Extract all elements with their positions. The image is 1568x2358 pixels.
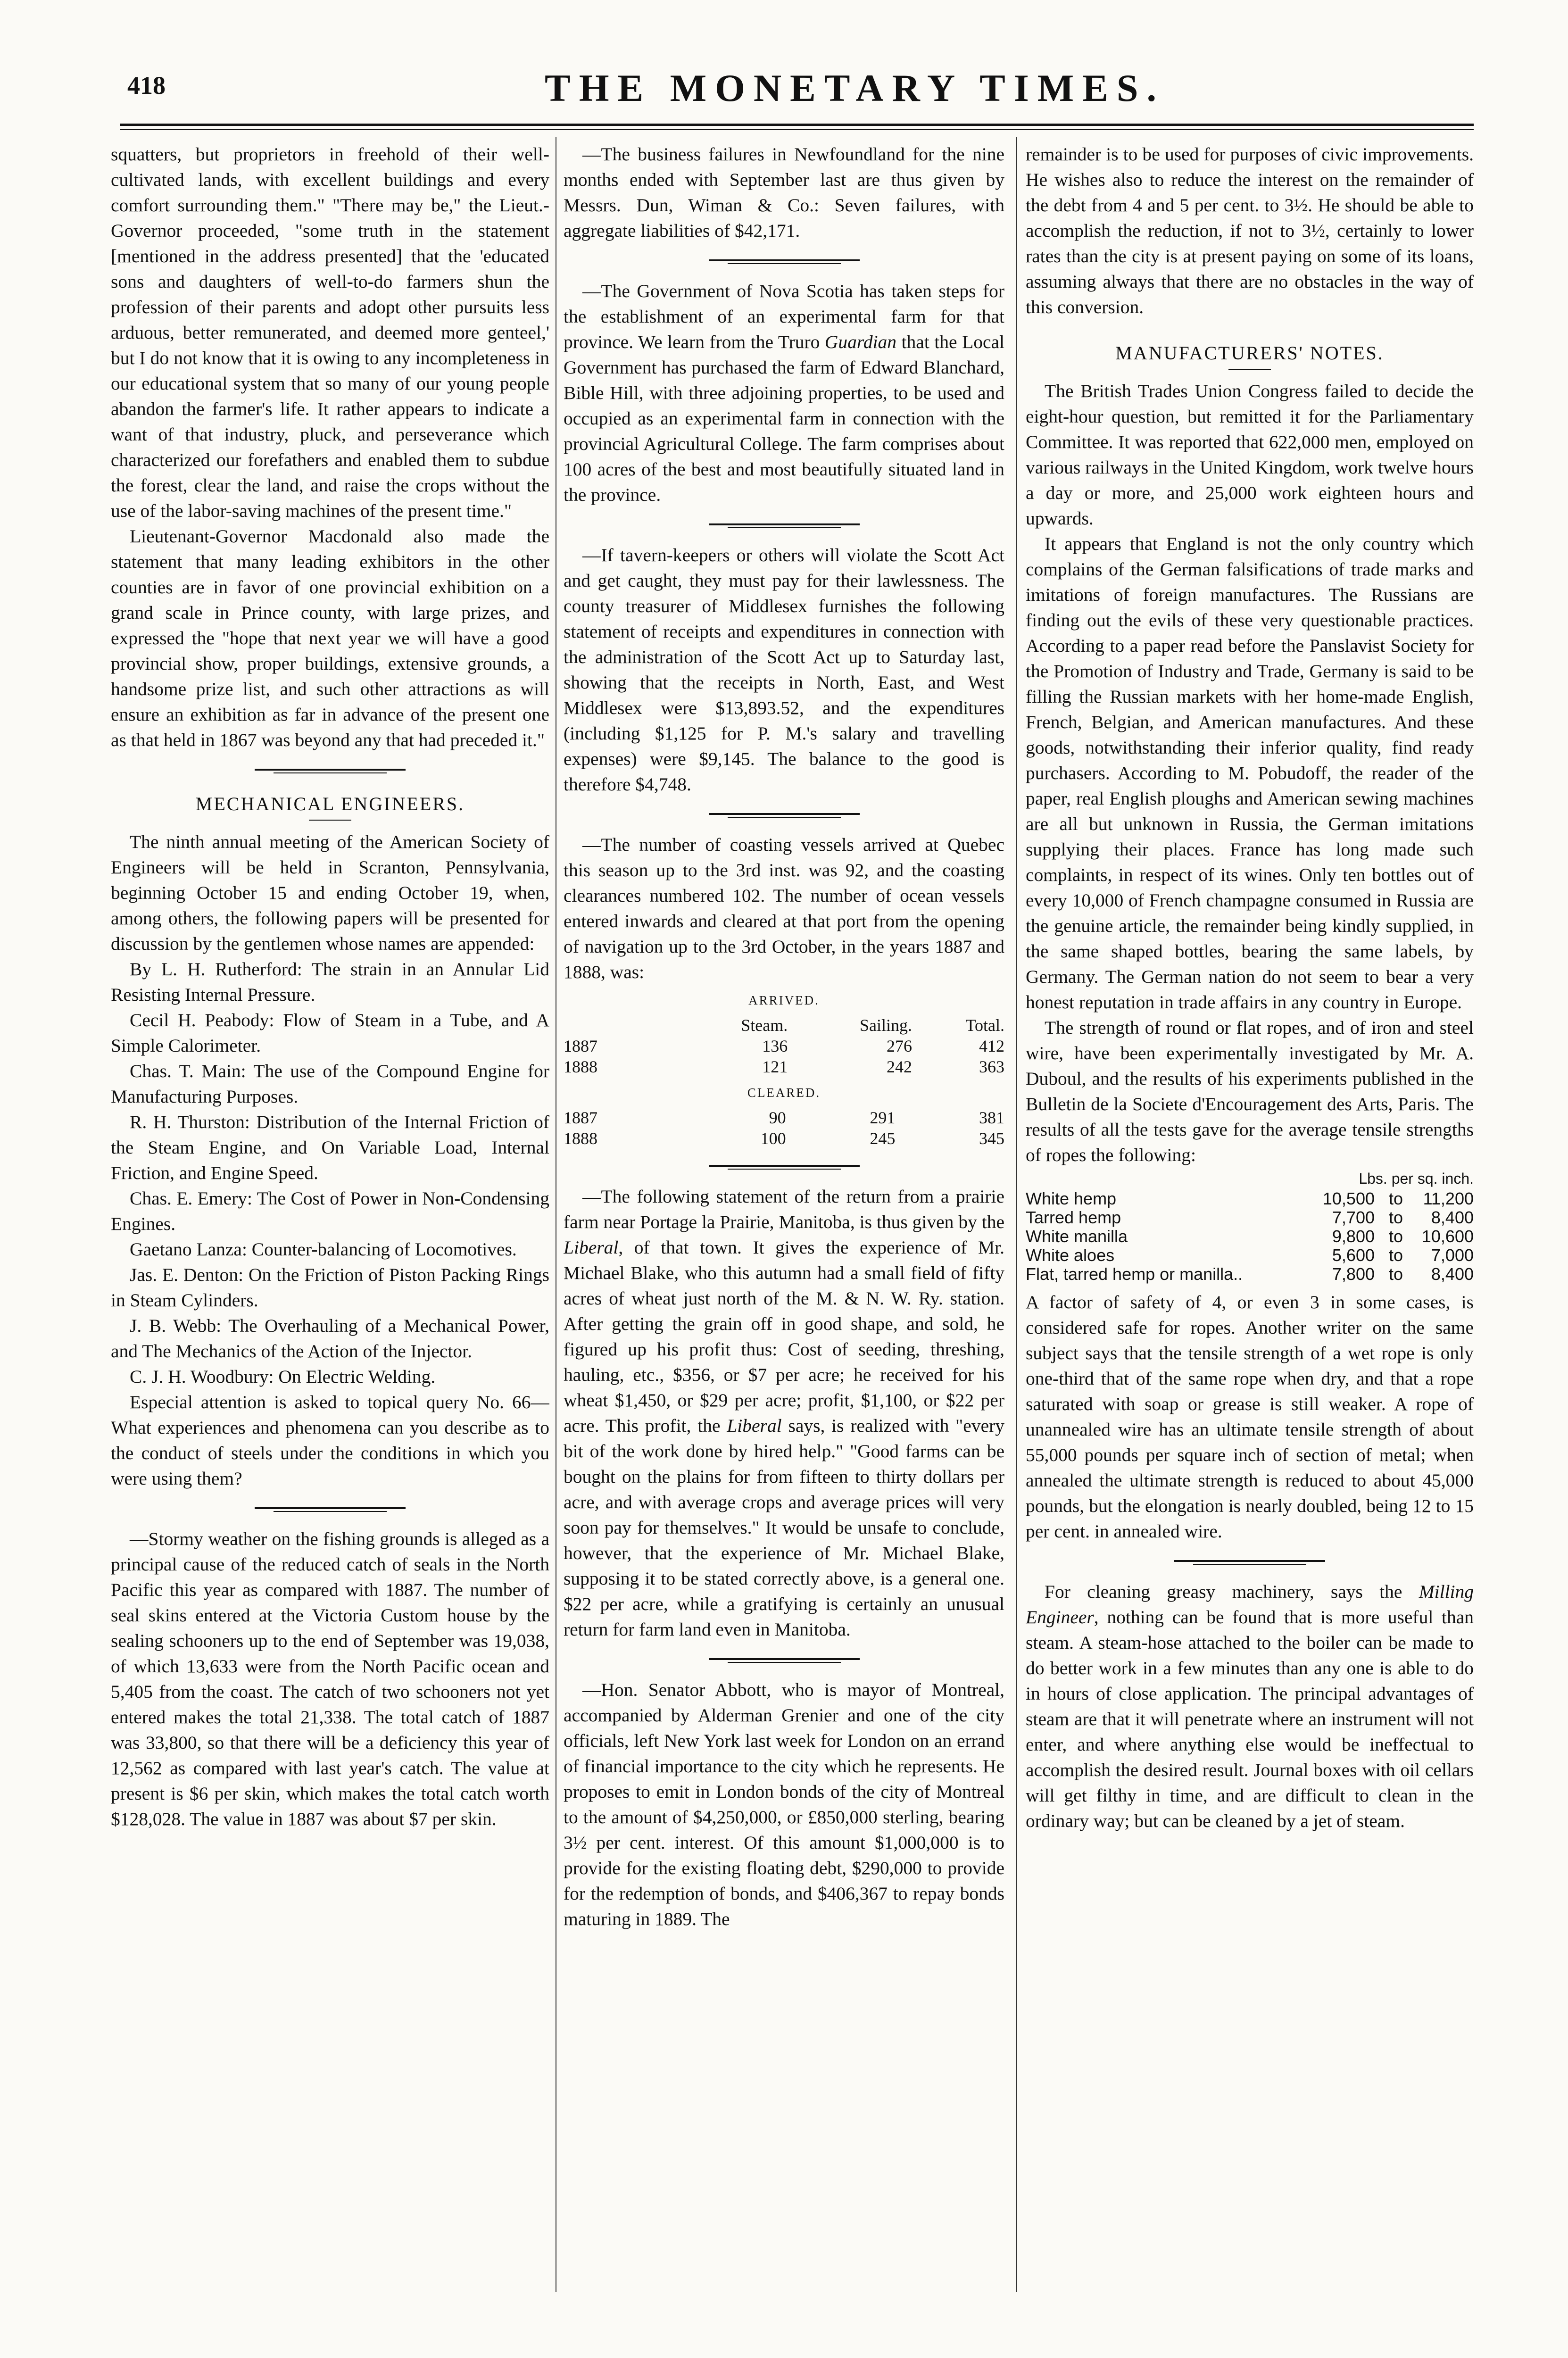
article-separator	[255, 769, 406, 771]
rope-to: to	[1388, 1189, 1403, 1208]
table-row	[1026, 1208, 1474, 1227]
rope-low: 7,800	[1332, 1264, 1375, 1284]
paragraph: The British Trades Union Congress failed to decide the eight-hour question, but remitted it for the Parliamentary Committee. It was reported that 622,000 men, employed on various railways in the United Kingdom, work twelve hours a day or more, and 25,000 work eighteen hours and upwards.	[1026, 381, 1474, 529]
text: that the Local Government has purchased the farm of Edward Blanchard, Bible Hill, with three adjoining properties, to be used and occupied as an experimental farm in connection with the provincial Agricultural College. The farm comprises about 100 acres of the best and most beautifully situated land in the province.	[564, 332, 1004, 505]
table-header-row	[564, 1015, 1004, 1036]
text: —The Government of Nova Scotia has taken steps for the establishment of an experimental farm for that province. We learn from the Truro	[564, 281, 1004, 352]
paper-item: Chas. E. Emery: The Cost of Power in Non-Condensing Engines.	[111, 1188, 549, 1234]
rope-low: 5,600	[1332, 1245, 1375, 1265]
rope-to: to	[1388, 1208, 1403, 1227]
paper-item: By L. H. Rutherford: The strain in an Annular Lid Resisting Internal Pressure.	[111, 959, 549, 1005]
column-header: Steam.	[741, 1016, 788, 1035]
text: , of that town. It gives the experience of Mr. Michael Blake, who this autumn had a small field of fifty acres of wheat just north of the M. & N. W. Ry. station. After getting the grain off in good shape, and sold, he figured up his profit thus: Cost of seeding, threshing, hauling, etc., $356, or $7 per acre; he received for his wheat $1,450, or $29 per acre; profit, $1,100, or $22 per acre. This profit, the	[564, 1237, 1004, 1436]
paragraph: Lieutenant-Governor Macdonald also made the statement that many leading exhibitors in the other counties are in favor of one provincial exhibition on a grand scale in Prince county, with large prizes, and expressed the "hope that next year we will have a good provincial show, proper buildings, extensive grounds, a handsome prize list, and such other attractions as will ensure an exhibition as far in advance of the present one as that held in 1867 was beyond any that had preceded it."	[111, 526, 549, 750]
heading-rule	[309, 820, 351, 821]
column-header: Sailing.	[860, 1016, 913, 1035]
paper-item: J. B. Webb: The Overhauling of a Mechanical Power, and The Mechanics of the Action of the Injector.	[111, 1315, 549, 1362]
paragraph: —Stormy weather on the fishing grounds is alleged as a principal cause of the reduced catch of seals in the North Pacific this year as compared with 1887. The number of seal skins entered at the Victoria Custom house by the sealing schooners up to the end of September was 19,038, of which 13,633 were from the North Pacific ocean and 5,405 from the coast. The catch of two schooners not yet entered makes the total 21,338. The total catch of 1887 was 33,800, so that there will be a deficiency this year of 12,562 as compared with last year's catch. The value at present is $6 per skin, which makes the total catch worth $128,028. The value in 1887 was about $7 per skin.	[111, 1528, 549, 1829]
header-rule	[120, 124, 1474, 126]
rope-high: 8,400	[1431, 1264, 1474, 1284]
article-separator	[709, 813, 860, 815]
rope-name: Tarred hemp	[1026, 1208, 1121, 1227]
rope-strength-table	[1026, 1189, 1474, 1284]
section-heading: MANUFACTURERS' NOTES.	[1115, 342, 1384, 364]
paper-item: Cecil H. Peabody: Flow of Steam in a Tube, and A Simple Calorimeter.	[111, 1010, 549, 1056]
article-separator	[1174, 1560, 1325, 1562]
rope-to: to	[1388, 1245, 1403, 1265]
rope-to: to	[1388, 1264, 1403, 1284]
cell-steam: 90	[769, 1108, 786, 1127]
cell-steam: 136	[762, 1037, 788, 1055]
paper-item: R. H. Thurston: Distribution of the Internal Friction of the Steam Engine, and On Variable Load, Internal Friction, and Engine Speed.	[111, 1112, 549, 1183]
cell-sailing: 276	[887, 1037, 913, 1055]
cell-year: 1888	[564, 1129, 597, 1148]
rope-name: Flat, tarred hemp or manilla..	[1026, 1264, 1243, 1284]
rope-high: 7,000	[1431, 1245, 1474, 1265]
rope-high: 11,200	[1423, 1189, 1474, 1208]
paragraph: —The number of coasting vessels arrived at Quebec this season up to the 3rd inst. was 92, and the coasting clearances numbered 102. The number of ocean vessels entered inwards and cleared at that port from the opening of navigation up to the 3rd October, in the years 1887 and 1888, was:	[564, 834, 1004, 982]
section-heading: MECHANICAL ENGINEERS.	[195, 793, 465, 814]
cell-total: 363	[979, 1057, 1004, 1076]
cell-year: 1887	[564, 1037, 597, 1055]
text: , nothing can be found that is more useful than steam. A steam-hose attached to the boiler can be made to do better work in a few minutes than any one is able to do in hours of close application. The principal advantages of steam are that it will penetrate where an instrument will not enter, and where anything else would be ineffectual to accomplish the desired result. Journal boxes with oil cellars will get filthy in time, and are difficult to clean in the ordinary way; but can be cleaned by a jet of steam.	[1026, 1607, 1474, 1831]
rope-high: 10,600	[1421, 1227, 1474, 1246]
paragraph: squatters, but proprietors in freehold of their well-cultivated lands, with excellent buildings and every comfort surrounding them." "There may be," the Lieut.-Governor proceeded, "some truth in the statement [mentioned in the address presented] that the 'educated sons and daughters of well-to-do farmers shun the profession of their parents and adopt other pursuits less arduous, better remunerated, and deemed more genteel,' but I do not know that it is owing to any incompleteness in our educational system that so many of our young people abandon the farmer's life. It rather appears to indicate a want of that industry, pluck, and perseverance which characterized our forefathers and enabled them to subdue the forest, clear the land, and raise the crops without the use of the labor-saving machines of the present time."	[111, 144, 549, 521]
table-row	[564, 1036, 1004, 1056]
italic-text: Liberal	[727, 1415, 782, 1436]
paragraph: —If tavern-keepers or others will violate the Scott Act and get caught, they must pay for their lawlessness. The county treasurer of Middlesex furnishes the following statement of receipts and expenditures in connection with the administration of the Scott Act up to Saturday last, showing that the receipts in North, East, and West Middlesex were $13,893.52, and the expenditures (including $1,125 for P. M.'s salary and travelling expenses) were $9,145. The balance to the good is therefore $4,748.	[564, 545, 1004, 795]
rope-name: White manilla	[1026, 1227, 1128, 1246]
rope-low: 9,800	[1332, 1227, 1375, 1246]
paragraph	[1026, 1579, 1474, 1834]
rope-name: White hemp	[1026, 1189, 1117, 1208]
cell-steam: 100	[760, 1129, 786, 1148]
rope-high: 8,400	[1431, 1208, 1474, 1227]
cell-total: 345	[979, 1129, 1004, 1148]
paragraph: The strength of round or flat ropes, and of iron and steel wire, have been experimentally investigated by Mr. A. Duboul, and the results of his experiments published in the Bulletin de la Societe d'Encouragement des Arts, Paris. The results of all the tests gave for the average tensile strengths of ropes the following:	[1026, 1017, 1474, 1165]
paragraph	[564, 1184, 1004, 1642]
cell-sailing: 242	[887, 1057, 913, 1076]
rope-to: to	[1388, 1227, 1403, 1246]
paragraph: A factor of safety of 4, or even 3 in some cases, is considered safe for ropes. Another writer on the same subject says that the tensile strength of a wet rope is only one-third that of the same rope when dry, and that a rope saturated with soap or grease is still weaker. A rope of unannealed wire has an ultimate tensile strength of about 55,000 pounds per square inch of section of metal; when annealed the ultimate strength is reduced to about 45,000 pounds, but the elongation is nearly doubled, being 12 to 15 per cent. in annealed wire.	[1026, 1292, 1474, 1542]
cell-year: 1888	[564, 1057, 597, 1076]
column-2	[564, 141, 1004, 2311]
article-separator	[709, 523, 860, 525]
ropes-unit-label: Lbs. per sq. inch.	[1359, 1170, 1474, 1187]
paragraph: Especial attention is asked to topical query No. 66—What experiences and phenomena can you describe as to the conduct of steels under the conditions in which you were using them?	[111, 1392, 549, 1489]
rope-name: White aloes	[1026, 1245, 1115, 1265]
vessels-table-cleared	[564, 1107, 1004, 1149]
italic-text: Milling Engineer	[1026, 1581, 1474, 1627]
cell-total: 381	[979, 1108, 1004, 1127]
paragraph: —The business failures in Newfoundland for the nine months ended with September last are thus given by Messrs. Dun, Wiman & Co.: Seven failures, with aggregate liabilities of $42,171.	[564, 144, 1004, 241]
column-3	[1026, 141, 1474, 2311]
heading-rule	[1228, 369, 1271, 370]
table-row	[564, 1128, 1004, 1149]
text: For cleaning greasy machinery, says the	[1045, 1581, 1419, 1602]
vessels-table	[564, 1015, 1004, 1077]
text: says, is realized with "every bit of the work done by hired help." "Good farms can be bought on the plains for from fifteen to thirty dollars per acre, and with average crops and average prices will very soon pay for themselves." It would be unsafe to conclude, however, that the experience of Mr. Michael Blake, supposing it to be stated correctly above, is a general one. $22 per acre, while a gratifying is certainly an unusual return for farm land even in Manitoba.	[564, 1415, 1004, 1640]
paper-item: C. J. H. Woodbury: On Electric Welding.	[130, 1366, 436, 1387]
paragraph: —Hon. Senator Abbott, who is mayor of Montreal, accompanied by Alderman Grenier and one of the city officials, left New York last week for London on an errand of financial importance to the city which he represents. He proposes to emit in London bonds of the city of Montreal to the amount of $4,250,000, or £850,000 sterling, bearing 3½ per cent. interest. Of this amount $1,000,000 is to provide for the existing floating debt, $290,000 to provide for the redemption of bonds, and $406,367 to repay bonds maturing in 1889. The	[564, 1679, 1004, 1929]
article-separator	[255, 1507, 406, 1509]
column-1	[111, 141, 549, 2311]
header-rule-thin	[120, 129, 1474, 130]
text: —The following statement of the return from a prairie farm near Portage la Prairie, Manitoba, is thus given by the	[564, 1186, 1004, 1232]
paragraph: remainder is to be used for purposes of civic improvements. He wishes also to reduce the interest on the remainder of the debt from 4 and 5 per cent. to 3½. He should be able to accomplish the reduction, if not to 3½, certainly to lower rates than the city is at present paying on some of its loans, assuming always that there are no obstacles in the way of this conversion.	[1026, 144, 1474, 317]
column-header: Total.	[965, 1016, 1004, 1035]
paper-item: Chas. T. Main: The use of the Compound Engine for Manufacturing Purposes.	[111, 1061, 549, 1107]
table-row	[1026, 1246, 1474, 1265]
masthead-title: THE MONETARY TIMES.	[545, 66, 1165, 109]
table-row	[564, 1107, 1004, 1128]
table-caption: CLEARED.	[747, 1086, 821, 1100]
paragraph	[564, 278, 1004, 507]
table-row	[564, 1056, 1004, 1077]
rope-low: 7,700	[1332, 1208, 1375, 1227]
article-separator	[709, 1658, 860, 1660]
table-caption: ARRIVED.	[748, 993, 820, 1007]
table-row	[1026, 1189, 1474, 1208]
cell-steam: 121	[762, 1057, 788, 1076]
rope-low: 10,500	[1322, 1189, 1375, 1208]
italic-text: Liberal	[564, 1237, 619, 1258]
table-row	[1026, 1265, 1474, 1284]
cell-sailing: 291	[870, 1108, 896, 1127]
table-row	[1026, 1227, 1474, 1246]
article-separator	[709, 1165, 860, 1167]
paragraph: The ninth annual meeting of the American Society of Engineers will be held in Scranton, Pennsylvania, beginning October 15 and ending October 19, when, among others, the following papers will be presented for discussion by the gentlemen whose names are appended:	[111, 831, 549, 954]
article-separator	[709, 259, 860, 261]
cell-total: 412	[979, 1037, 1004, 1055]
cell-year: 1887	[564, 1108, 597, 1127]
paper-item: Jas. E. Denton: On the Friction of Piston Packing Rings in Steam Cylinders.	[111, 1264, 549, 1311]
page-number: 418	[127, 71, 166, 100]
cell-sailing: 245	[870, 1129, 896, 1148]
italic-text: Guardian	[824, 332, 897, 352]
paragraph: It appears that England is not the only country which complains of the German falsifications of trade marks and imitations of foreign manufactures. The Russians are finding out the evils of these very questionable practices. According to a paper read before the Panslavist Society for the Promotion of Industry and Trade, Germany is said to be filling the Russian markets with her home-made English, French, Belgian, and American manufactures. And these goods, notwithstanding their inferior quality, find ready purchasers. According to M. Pobudoff, the reader of the paper, real English ploughs and American sewing machines are all but unknown in Russia, the German imitations supplying their places. France has long made such complaints, in respect of its wines. Only ten bottles out of every 10,000 of French champagne consumed in Russia are the genuine article, the remainder being kindly supplied, in the same shaped bottles, bearing the same labels, by Germany. The German nation do not seem to bear a very honest reputation in trade affairs in any country in Europe.	[1026, 533, 1474, 1013]
column-divider	[1016, 137, 1017, 2292]
paper-item: Gaetano Lanza: Counter-balancing of Locomotives.	[130, 1239, 517, 1260]
